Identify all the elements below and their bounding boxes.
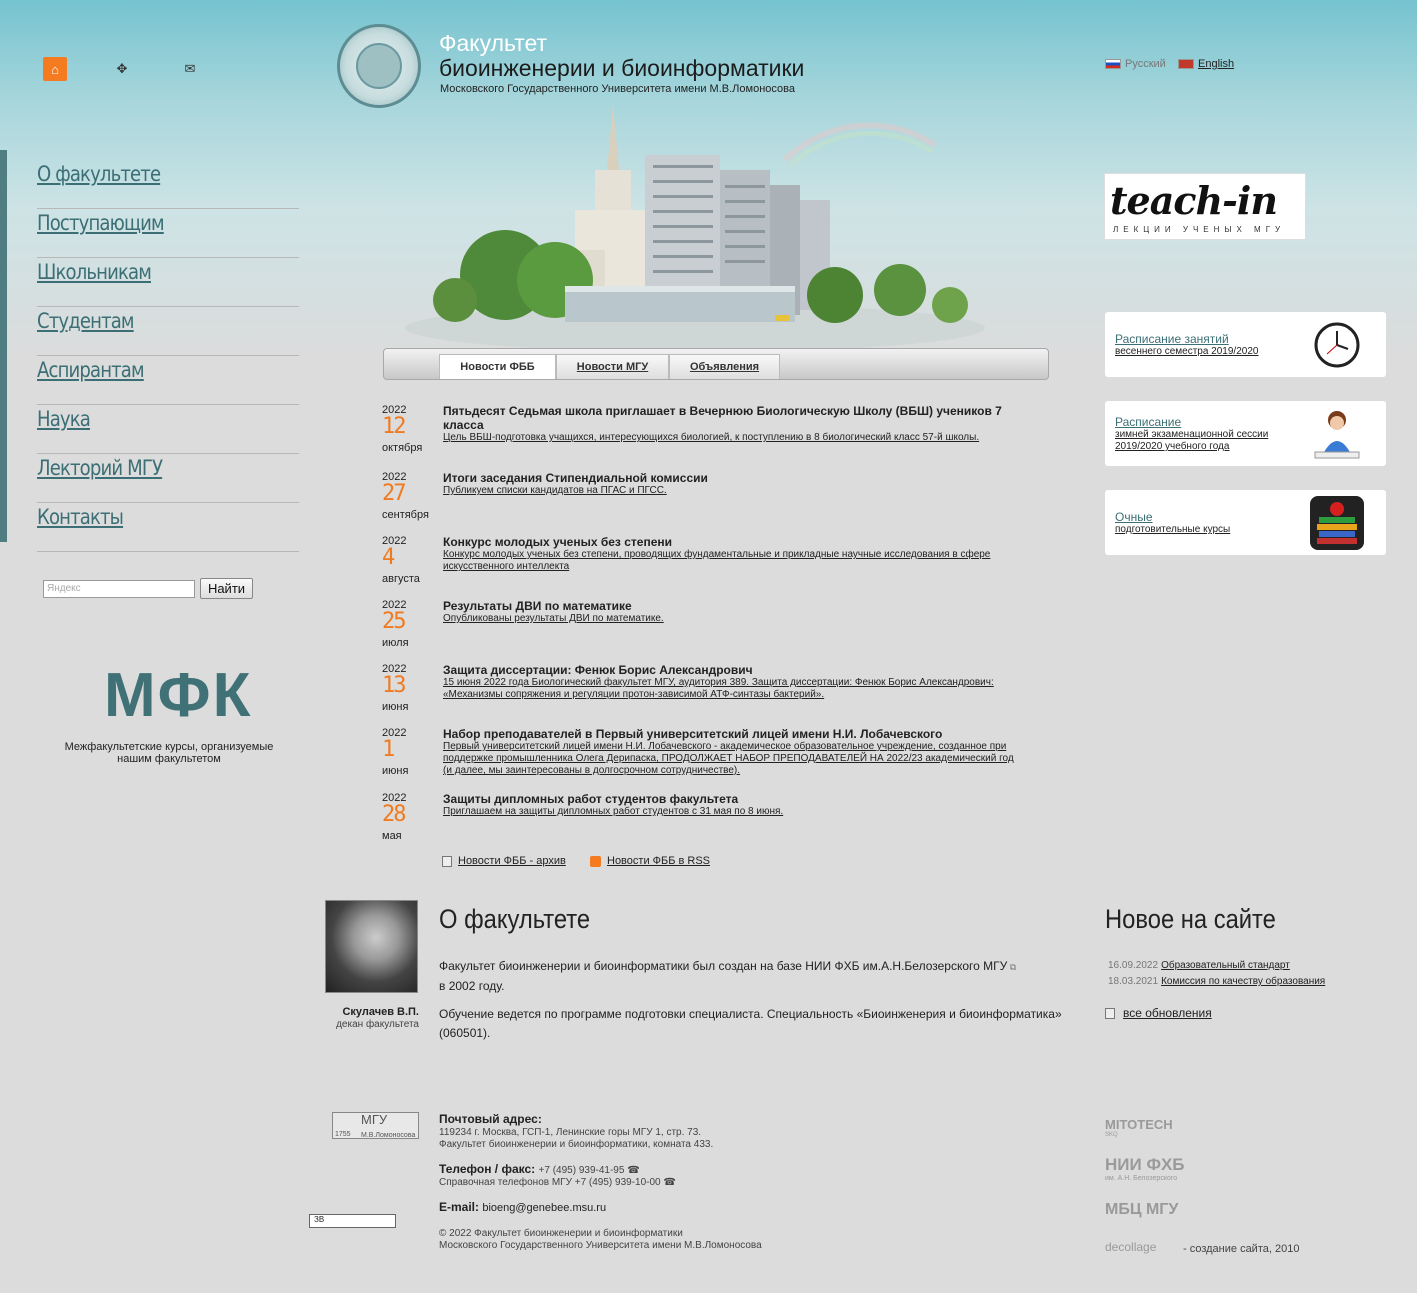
card-title: Расписание [1115, 415, 1182, 429]
msu-logo-year: 1755 [335, 1131, 351, 1138]
partner-mitotech[interactable] [1105, 1117, 1173, 1138]
phone-icon: ☎ [627, 1165, 640, 1176]
card-subtitle: подготовительные курсы [1115, 524, 1231, 535]
address-line-1: 119234 г. Москва, ГСП-1, Ленинские горы МГУ 1, стр. 73. [439, 1127, 702, 1138]
student-icon [1305, 406, 1369, 462]
partner-name: НИИ ФХБ [1105, 1155, 1185, 1174]
news-month: октября [382, 442, 423, 454]
news-link[interactable]: Первый университетский лицей имени Н.И. Лобачевского - академическое образовательное учреждение, созданное при поддержке промышленника Олега Дерипаска, ПРОДОЛЖАЕТ НАБОР ПРЕПОДАВАТЕЛЕЙ НА 2022/23 академический год (и далее, мы заинтересованы в долгосрочном сотрудничестве). [443, 741, 1014, 776]
help-phone: Справочная телефонов МГУ +7 (495) 939-10-00 [439, 1177, 661, 1188]
phone-number: +7 (495) 939-41-95 [538, 1165, 625, 1176]
news-month: августа [382, 573, 420, 585]
mfk-link[interactable]: Межфакультетские курсы, организуемые нашим факультетом [64, 741, 274, 765]
news-day: 25 [382, 609, 405, 634]
partner-name: MITOTECH [1105, 1117, 1173, 1132]
all-updates-link[interactable] [1105, 1006, 1212, 1020]
dean-name: Скулачев В.П. [342, 1006, 419, 1018]
update-date: 16.09.2022 [1108, 960, 1159, 971]
menu-item-about[interactable]: О факультете [37, 162, 161, 186]
news-year: 2022 [382, 792, 407, 804]
menu-item-students[interactable]: Студентам [37, 309, 134, 333]
news-archive-link[interactable] [442, 855, 566, 867]
menu-item-lectures[interactable]: Лекторий МГУ [37, 456, 163, 480]
news-title: Защита диссертации: Фенюк Борис Александрович [443, 663, 753, 677]
about-heading: О факультете [439, 904, 591, 934]
about-paragraph-1 [439, 957, 1069, 996]
teach-in-logo: teach-in [1110, 178, 1277, 223]
card-title: Расписание занятий [1115, 332, 1229, 346]
site-title-line2: биоинженерии и биоинформатики [439, 55, 805, 81]
search-button[interactable]: Найти [200, 578, 253, 599]
lang-en-label: English [1198, 58, 1235, 70]
news-year: 2022 [382, 663, 407, 675]
rss-icon [590, 856, 601, 867]
news-day: 27 [382, 481, 405, 506]
news-month: июля [382, 637, 409, 649]
news-day: 13 [382, 673, 405, 698]
postal-address: Почтовый адрес: 119234 г. Москва, ГСП-1, Ленинские горы МГУ 1, стр. 73. Факультет биоинженерии и биоинформатики, комната 433. [439, 1112, 714, 1150]
tab-faculty-news[interactable]: Новости ФББ [439, 354, 556, 379]
archive-icon [442, 856, 452, 867]
news-year: 2022 [382, 404, 407, 416]
news-title: Конкурс молодых ученых без степени [443, 535, 672, 549]
exam-schedule-card[interactable] [1105, 401, 1386, 466]
card-subtitle: весеннего семестра 2019/2020 [1115, 346, 1259, 357]
news-link[interactable]: Конкурс молодых ученых без степени, проводящих фундаментальные и прикладные научные исследования в сфере искусственного интеллекта [443, 549, 991, 572]
news-title: Набор преподавателей в Первый университетский лицей имени Н.И. Лобачевского [443, 727, 943, 741]
news-link[interactable]: Приглашаем на защиты дипломных работ студентов с 31 мая по 8 июня. [443, 806, 784, 817]
dean-role: декан факультета [336, 1019, 419, 1030]
news-month: мая [382, 830, 402, 842]
teach-in-subtitle: ЛЕКЦИИ УЧЕНЫХ МГУ [1113, 225, 1286, 234]
copyright [439, 1228, 762, 1252]
news-month: сентября [382, 509, 429, 521]
partner-mbc[interactable]: МБЦ МГУ [1105, 1201, 1179, 1218]
msu-logo-text: МГУ [361, 1112, 388, 1127]
russian-flag-icon [1105, 59, 1121, 69]
news-year: 2022 [382, 599, 407, 611]
email-link[interactable]: bioeng@genebee.msu.ru [482, 1202, 607, 1214]
site-title-line3: Московского Государственного Университета имени М.В.Ломоносова [440, 83, 795, 95]
email-label: E-mail [439, 1200, 476, 1214]
news-title: Итоги заседания Стипендиальной комиссии [443, 471, 708, 485]
menu-item-science[interactable]: Наука [37, 407, 91, 431]
news-link[interactable]: 15 июня 2022 года Биологический факультет МГУ, аудитория 389. Защита диссертации: Фенюк Борис Александрович: «Механизмы сопряжения и регуляции протон-зависимой АТФ-синтазы бактерий». [443, 677, 994, 700]
partner-niifhb[interactable] [1105, 1155, 1185, 1182]
about-paragraph-2: Обучение ведется по программе подготовки специалиста. Специальность «Биоинженерия и биоинформатика» (060501). [439, 1007, 1062, 1040]
news-day: 4 [382, 545, 394, 570]
niifhb-link[interactable]: НИИ ФХБ им.А.Н.Белозерского МГУ [805, 959, 1008, 973]
update-item [1108, 976, 1325, 987]
news-day: 1 [382, 737, 394, 762]
news-day: 12 [382, 414, 405, 439]
phone-icon: ☎ [663, 1177, 676, 1188]
update-date: 18.03.2021 [1108, 976, 1159, 987]
partner-decollage[interactable]: decollage [1105, 1240, 1157, 1254]
lang-en[interactable] [1178, 58, 1234, 70]
menu-item-schoolchildren[interactable]: Школьникам [37, 260, 152, 284]
news-link[interactable]: Цель ВБШ-подготовка учащихся, интересующихся биологией, к поступлению в 8 биологический класс 57-й школы. [443, 432, 980, 443]
about-text: Факультет биоинженерии и биоинформатики был создан на базе [439, 959, 806, 973]
sitemap-icon[interactable]: ✥ [116, 61, 128, 76]
news-title: Пятьдесят Седьмая школа приглашает в Вечернюю Биологическую Школу (ВБШ) учеников 7 класса [443, 404, 1002, 432]
address-line-2: Факультет биоинженерии и биоинформатики, комната 433. [439, 1139, 714, 1150]
news-month: июня [382, 765, 409, 777]
clock-icon [1313, 321, 1361, 369]
home-icon[interactable]: ⌂ [43, 57, 67, 81]
news-year: 2022 [382, 727, 407, 739]
news-rss-label: Новости ФББ в RSS [607, 855, 711, 867]
news-year: 2022 [382, 535, 407, 547]
email-block: E-mail: bioeng@genebee.msu.ru [439, 1200, 607, 1214]
dean-photo [325, 900, 418, 993]
news-month: июня [382, 701, 409, 713]
books-icon [1309, 495, 1365, 551]
building-illustration [395, 100, 985, 350]
phone-block: Телефон / факс: +7 (495) 939-41-95 ☎ Справочная телефонов МГУ +7 (495) 939-10-00 ☎ [439, 1162, 676, 1188]
menu-item-applicants[interactable]: Поступающим [37, 211, 164, 235]
all-updates-label: все обновления [1123, 1006, 1212, 1020]
card-subtitle: зимней экзаменационной сессии 2019/2020 учебного года [1115, 429, 1269, 452]
site-title-line1: Факультет [439, 30, 548, 56]
site-created: - создание сайта, 2010 [1183, 1243, 1300, 1255]
phone-label: Телефон / факс [439, 1162, 532, 1176]
lang-ru[interactable] [1105, 58, 1166, 70]
search-input[interactable]: Яндекс [43, 580, 195, 598]
news-title: Результаты ДВИ по математике [443, 599, 632, 613]
update-item [1108, 960, 1290, 971]
menu-item-postgrads[interactable]: Аспирантам [37, 358, 144, 382]
news-year: 2022 [382, 471, 407, 483]
mfk-logo[interactable]: МФК [104, 661, 253, 730]
tab-announcements[interactable]: Объявления [669, 354, 780, 379]
copyright-line-2: Московского Государственного Университета имени М.В.Ломоносова [439, 1240, 762, 1251]
card-title: Очные [1115, 510, 1153, 524]
sidebar-accent [0, 150, 7, 542]
msu-logo-sub: М.В.Ломоносова [361, 1132, 416, 1139]
schedule-card[interactable] [1105, 312, 1386, 377]
tab-msu-news[interactable]: Новости МГУ [556, 354, 669, 379]
teach-in-banner[interactable] [1104, 173, 1306, 240]
menu-item-contacts[interactable]: Контакты [37, 505, 124, 529]
archive-icon [1105, 1008, 1115, 1019]
msu-logo[interactable] [332, 1112, 419, 1139]
faculty-logo[interactable] [337, 24, 421, 108]
visitor-counter[interactable]: ЗВ [309, 1214, 396, 1228]
update-link[interactable]: Образовательный стандарт [1161, 960, 1290, 971]
news-link[interactable]: Публикуем списки кандидатов на ПГАС и ПГСС. [443, 485, 667, 496]
copyright-line-1: © 2022 Факультет биоинженерии и биоинформатики [439, 1228, 683, 1239]
about-text: в 2002 году. [439, 979, 505, 993]
news-archive-label: Новости ФББ - архив [458, 855, 566, 867]
partner-sub: им. А.Н. Белозерского [1105, 1175, 1178, 1182]
update-link[interactable]: Комиссия по качеству образования [1161, 976, 1326, 987]
uk-flag-icon [1178, 59, 1194, 69]
address-label: Почтовый адрес [439, 1112, 538, 1126]
news-link[interactable]: Опубликованы результаты ДВИ по математике. [443, 613, 664, 624]
main-menu [37, 160, 299, 552]
external-link-icon: ⧉ [1007, 962, 1017, 972]
partner-sub: SKQ [1105, 1132, 1118, 1138]
lang-ru-label: Русский [1125, 58, 1166, 70]
news-title: Защиты дипломных работ студентов факультета [443, 792, 739, 806]
news-day: 28 [382, 802, 405, 827]
news-rss-link[interactable] [590, 855, 710, 867]
mail-icon[interactable]: ✉ [184, 61, 196, 76]
prep-courses-card[interactable] [1105, 490, 1386, 555]
new-on-site-heading: Новое на сайте [1105, 904, 1276, 934]
